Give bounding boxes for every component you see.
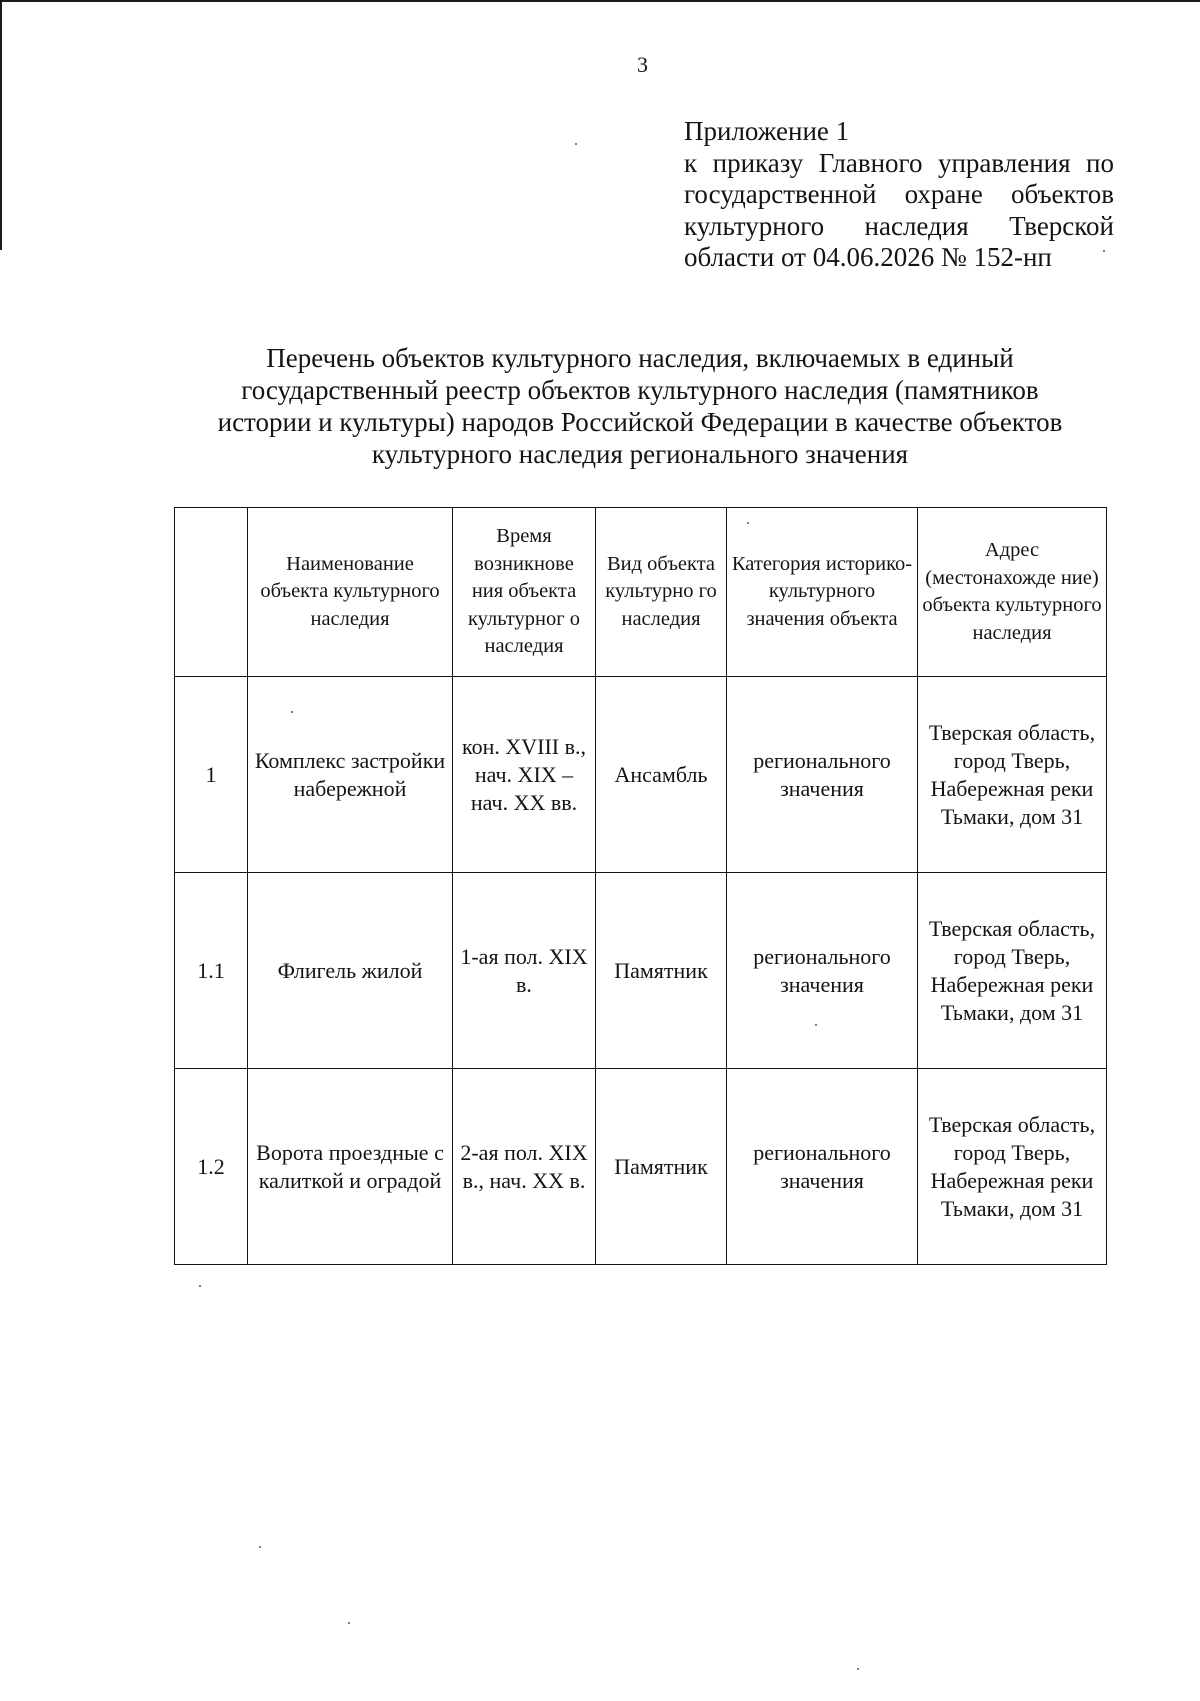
page-number: 3 — [637, 52, 648, 77]
cell-time: кон. XVIII в., нач. XIX – нач. XX вв. — [453, 677, 596, 873]
scan-speck — [747, 522, 749, 524]
cell-kind: Памятник — [596, 873, 727, 1069]
table-row — [175, 677, 1107, 873]
scan-speck — [857, 1668, 859, 1670]
header-name: Наименование объекта культурного наследия — [248, 508, 453, 677]
scan-speck — [291, 711, 293, 713]
scan-speck — [199, 1285, 201, 1287]
header-time: Время возникнове ния объекта культурног о наследия — [453, 508, 596, 677]
title-line: государственный реестр объектов культурного наследия (памятников — [241, 375, 1039, 405]
document-title — [150, 342, 1130, 470]
appendix-title: Приложение 1 — [684, 116, 850, 146]
cell-name: Ворота проездные с калиткой и оградой — [248, 1069, 453, 1265]
scan-speck — [815, 1024, 817, 1026]
cell-number: 1.1 — [175, 873, 248, 1069]
appendix-line: культурного наследия Тверской — [684, 210, 1114, 241]
cell-kind: Ансамбль — [596, 677, 727, 873]
appendix-line: к приказу Главного управления по — [684, 147, 1114, 178]
scan-speck — [348, 1622, 350, 1624]
scan-speck — [259, 1546, 261, 1548]
heritage-objects-table — [174, 507, 1107, 1265]
cell-name: Флигель жилой — [248, 873, 453, 1069]
appendix-line: области от 04.06.2026 № 152-нп — [684, 242, 1052, 272]
header-category: Категория историко-культурного значения объекта — [727, 508, 918, 677]
title-line: Перечень объектов культурного наследия, включаемых в единый — [266, 343, 1014, 373]
header-kind: Вид объекта культурно го наследия — [596, 508, 727, 677]
cell-number: 1 — [175, 677, 248, 873]
cell-time: 1-ая пол. XIX в. — [453, 873, 596, 1069]
title-line: культурного наследия регионального значения — [371, 439, 909, 469]
scan-speck — [575, 143, 577, 145]
scan-edge-left — [0, 0, 2, 250]
cell-number: 1.2 — [175, 1069, 248, 1265]
title-line: истории и культуры) народов Российской Федерации в качестве объектов — [217, 407, 1063, 437]
cell-address: Тверская область, город Тверь, Набережная реки Тьмаки, дом 31 — [918, 1069, 1107, 1265]
cell-category: регионального значения — [727, 1069, 918, 1265]
header-address: Адрес (местонахожде ние) объекта культурного наследия — [918, 508, 1107, 677]
header-number — [175, 508, 248, 677]
cell-address: Тверская область, город Тверь, Набережная реки Тьмаки, дом 31 — [918, 873, 1107, 1069]
scan-speck — [1103, 250, 1105, 252]
scan-edge-top — [0, 0, 1200, 2]
table-row — [175, 1069, 1107, 1265]
table-row — [175, 873, 1107, 1069]
cell-name: Комплекс застройки набережной — [248, 677, 453, 873]
cell-time: 2-ая пол. XIX в., нач. XX в. — [453, 1069, 596, 1265]
cell-category: регионального значения — [727, 677, 918, 873]
table-header-row — [175, 508, 1107, 677]
appendix-line: государственной охране объектов — [684, 179, 1114, 209]
appendix-header — [684, 116, 1114, 274]
cell-category: регионального значения — [727, 873, 918, 1069]
cell-kind: Памятник — [596, 1069, 727, 1265]
cell-address: Тверская область, город Тверь, Набережная реки Тьмаки, дом 31 — [918, 677, 1107, 873]
